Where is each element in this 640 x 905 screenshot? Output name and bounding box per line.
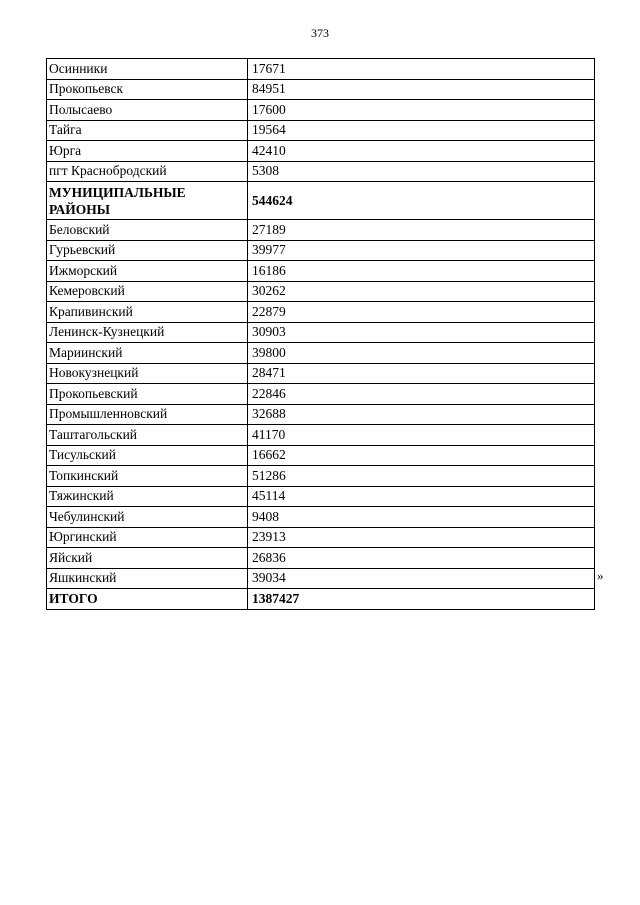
row-name-cell: Ленинск-Кузнецкий bbox=[47, 322, 248, 343]
table-row bbox=[47, 100, 595, 121]
row-name-cell: Крапивинский bbox=[47, 302, 248, 323]
table-row bbox=[47, 240, 595, 261]
row-name-cell: Осинники bbox=[47, 59, 248, 80]
row-name-cell: Новокузнецкий bbox=[47, 363, 248, 384]
row-value-cell: 39800 bbox=[248, 343, 595, 364]
row-name-cell: Прокопьевск bbox=[47, 79, 248, 100]
total-label-cell: ИТОГО bbox=[47, 589, 248, 610]
table-row bbox=[47, 466, 595, 487]
row-name-cell: Мариинский bbox=[47, 343, 248, 364]
row-value-cell: 42410 bbox=[248, 141, 595, 162]
row-name-cell: Ижморский bbox=[47, 261, 248, 282]
table-row bbox=[47, 161, 595, 182]
row-name-cell: Гурьевский bbox=[47, 240, 248, 261]
table-row bbox=[47, 445, 595, 466]
table-row bbox=[47, 79, 595, 100]
table-row bbox=[47, 507, 595, 528]
row-value-cell: 16662 bbox=[248, 445, 595, 466]
table-body bbox=[47, 59, 595, 610]
row-value-cell: 45114 bbox=[248, 486, 595, 507]
table-row bbox=[47, 527, 595, 548]
row-value-cell: 9408 bbox=[248, 507, 595, 528]
row-value-cell: 23913 bbox=[248, 527, 595, 548]
row-name-cell: пгт Краснобродский bbox=[47, 161, 248, 182]
table-row bbox=[47, 486, 595, 507]
row-value-cell: 19564 bbox=[248, 120, 595, 141]
row-value-cell: 17671 bbox=[248, 59, 595, 80]
row-name-cell: Прокопьевский bbox=[47, 384, 248, 405]
row-name-cell: Юргинский bbox=[47, 527, 248, 548]
section-name-cell: МУНИЦИПАЛЬНЫЕ РАЙОНЫ bbox=[47, 182, 248, 220]
table-row bbox=[47, 281, 595, 302]
row-value-cell: 30903 bbox=[248, 322, 595, 343]
row-value-cell: 32688 bbox=[248, 404, 595, 425]
row-value-cell: 5308 bbox=[248, 161, 595, 182]
row-value-cell: 27189 bbox=[248, 220, 595, 241]
table-row bbox=[47, 568, 595, 589]
table-row bbox=[47, 384, 595, 405]
section-header-row bbox=[47, 182, 595, 220]
row-name-cell: Тайга bbox=[47, 120, 248, 141]
table-row bbox=[47, 404, 595, 425]
row-name-cell: Яшкинский bbox=[47, 568, 248, 589]
row-value-cell: 22879 bbox=[248, 302, 595, 323]
table-row bbox=[47, 548, 595, 569]
total-row bbox=[47, 589, 595, 610]
row-value-cell: 30262 bbox=[248, 281, 595, 302]
table-row bbox=[47, 302, 595, 323]
row-name-cell: Кемеровский bbox=[47, 281, 248, 302]
row-name-cell: Таштагольский bbox=[47, 425, 248, 446]
row-value-cell: 41170 bbox=[248, 425, 595, 446]
row-name-cell: Промышленновский bbox=[47, 404, 248, 425]
table-row bbox=[47, 322, 595, 343]
row-name-cell: Яйский bbox=[47, 548, 248, 569]
closing-quote: » bbox=[597, 568, 604, 583]
row-name-cell: Тисульский bbox=[47, 445, 248, 466]
row-name-cell: Топкинский bbox=[47, 466, 248, 487]
table-row bbox=[47, 59, 595, 80]
table-row bbox=[47, 220, 595, 241]
row-name-cell: Тяжинский bbox=[47, 486, 248, 507]
table-row bbox=[47, 363, 595, 384]
table-row bbox=[47, 261, 595, 282]
row-value-cell: 26836 bbox=[248, 548, 595, 569]
row-value-cell: 51286 bbox=[248, 466, 595, 487]
row-value-cell: 39977 bbox=[248, 240, 595, 261]
total-value-cell: 1387427 bbox=[248, 589, 595, 610]
row-name-cell: Чебулинский bbox=[47, 507, 248, 528]
row-value-cell: 28471 bbox=[248, 363, 595, 384]
row-value-cell: 84951 bbox=[248, 79, 595, 100]
table-row bbox=[47, 141, 595, 162]
table-row bbox=[47, 343, 595, 364]
row-value-cell: 39034 bbox=[248, 568, 595, 589]
row-value-cell: 16186 bbox=[248, 261, 595, 282]
row-value-cell: 17600 bbox=[248, 100, 595, 121]
page-number: 373 bbox=[311, 26, 329, 40]
row-name-cell: Юрга bbox=[47, 141, 248, 162]
row-value-cell: 22846 bbox=[248, 384, 595, 405]
row-name-cell: Беловский bbox=[47, 220, 248, 241]
section-value-cell: 544624 bbox=[248, 182, 595, 220]
row-name-cell: Полысаево bbox=[47, 100, 248, 121]
data-table bbox=[46, 58, 595, 610]
table-row bbox=[47, 120, 595, 141]
table-row bbox=[47, 425, 595, 446]
